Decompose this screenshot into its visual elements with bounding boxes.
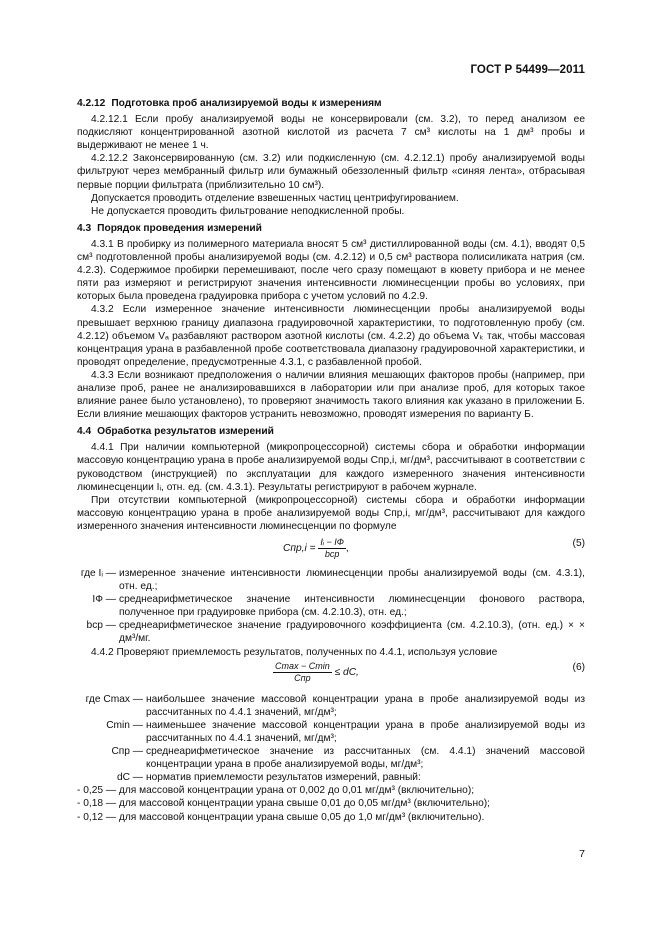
formula-6-rhs: ≤ dC, bbox=[334, 666, 359, 678]
section-heading-4-2-12 bbox=[77, 97, 585, 110]
definition-text: среднеарифметическое значение градуировочного коэффициента (см. 4.2.10.3), (отн. ед.) × × дм³/мг. bbox=[119, 620, 585, 645]
formula-5-tail: , bbox=[345, 543, 349, 555]
section-title: Обработка результатов измерений bbox=[97, 426, 274, 438]
definition-item bbox=[77, 693, 585, 719]
definition-item bbox=[77, 593, 585, 619]
formula-6-denominator: Cпр bbox=[294, 672, 311, 683]
definition-text: среднеарифметическое значение из рассчитанных (см. 4.4.1) значений массовой концентрации урана в пробе анализируемой воды, мг/дм³; bbox=[146, 746, 585, 771]
formula-5-lhs: Cпр,i = bbox=[283, 543, 316, 555]
definition-term: dC — bbox=[116, 772, 143, 784]
definition-term: bср — bbox=[86, 620, 116, 632]
paragraph-4-3-1: 4.3.1 В пробирку из полимерного материала вносят 5 см³ дистиллированной воды (см. 4.1), вводят 0,5 см³ подготовленной пробы анализируемой воды (см. 4.2.12) и 0,5 см³ раствора полисиликата натрия (см. 4.2.3). Содержимое пробирки перемешивают, после чего сразу помещают в кювету прибора и не менее пяти раз измеряют и регистрируют значения интенсивности люминесценции пробы во условиях, при которых была проведена градуировка прибора с учетом условий по 4.2.9. bbox=[77, 238, 585, 303]
formula-6 bbox=[77, 659, 585, 693]
definition-term: где Iᵢ — bbox=[80, 568, 116, 579]
list-item: - 0,18 — для массовой концентрации урана свыше 0,01 до 0,05 мг/дм³ (включительно); bbox=[77, 798, 490, 810]
section-number: 4.4 bbox=[77, 426, 92, 438]
section-number: 4.3 bbox=[77, 222, 92, 234]
formula-5-number: (5) bbox=[572, 538, 585, 549]
document-body bbox=[77, 93, 585, 824]
definition-item bbox=[77, 771, 585, 784]
paragraph-4-4-1: 4.4.1 При наличии компьютерной (микропроцессорной) системы сбора и обработки информации массовую концентрацию урана в пробе анализируемой воды Cпр,i, мг/дм³, рассчитывают в соответствии с руководством (инструкцией) по эксплуатации для каждого измеренного значения интенсивности люминесценции Iᵢ, отн. ед. (см. 4.3.1). Результаты регистрируют в рабочем журнале. bbox=[77, 442, 585, 493]
list-item: - 0,12 — для массовой концентрации урана свыше 0,05 до 1,0 мг/дм³ (включительно). bbox=[77, 811, 485, 823]
definitions-formula-5 bbox=[77, 567, 585, 646]
acceptance-norms-list bbox=[77, 784, 585, 823]
list-item: - 0,25 — для массовой концентрации урана от 0,002 до 0,01 мг/дм³ (включительно); bbox=[77, 785, 475, 797]
definition-item bbox=[77, 745, 585, 771]
section-title: Подготовка проб анализируемой воды к измерениям bbox=[111, 98, 382, 109]
paragraph-no-filter: Не допускается проводить фильтрование неподкисленной пробы. bbox=[91, 205, 405, 217]
definition-term: Cпр — bbox=[111, 746, 143, 758]
definition-text: наименьшее значение массовой концентрации урана в пробе анализируемой воды из рассчитанных по 4.4.1 значений, мг/дм³; bbox=[146, 719, 585, 744]
definition-text: измеренное значение интенсивности люминесценции пробы анализируемой воды (см. 4.3.1), отн. ед.; bbox=[119, 568, 585, 593]
formula-5-numerator: Iᵢ − IФ bbox=[320, 537, 344, 547]
formula-5 bbox=[77, 533, 585, 567]
paragraph-4-2-12-2: 4.2.12.2 Законсервированную (см. 3.2) или подкисленную (см. 4.2.12.1) пробу анализируемой воды фильтруют через мембранный фильтр или бумажный обеззоленный фильтр «синяя лента», отбрасывая первые порции фильтрата (приблизительно 10 см³). bbox=[77, 153, 585, 191]
paragraph-4-3-2: 4.3.2 Если измеренное значение интенсивности люминесценции пробы анализируемой воды превышает верхнюю границу диапазона градуировочной характеристики, то подготовленную пробу (см. 4.2.12) объемом Vₐ разбавляют раствором азотной кислоты (см. 4.2.2) до объема Vₖ так, чтобы массовая концентрация урана в разбавленной пробе соответствовала диапазону градуировочной характеристики, и проводят определение, предусмотренные 4.3.1, с разбавленной пробой. bbox=[77, 304, 585, 368]
page-number: 7 bbox=[579, 848, 585, 860]
formula-6-numerator: Cmax − Cmin bbox=[275, 660, 330, 671]
section-heading-4-3 bbox=[77, 222, 585, 235]
definition-term: Cmin — bbox=[106, 719, 143, 731]
definition-term: где Cmax — bbox=[85, 693, 143, 705]
formula-5-fraction bbox=[318, 537, 346, 560]
section-title: Порядок проведения измерений bbox=[97, 222, 262, 234]
definition-text: наибольшее значение массовой концентрации урана в пробе анализируемой воды из рассчитанных по 4.4.1 значений, мг/дм³; bbox=[146, 693, 585, 718]
paragraph-4-2-12-1: 4.2.12.1 Если пробу анализируемой воды не консервировали (см. 3.2), то перед анализом ее подкисляют концентрированной азотной кислотой из расчета 7 см³ кислоты на 1 дм³ пробы и выдерживают не менее 1 ч. bbox=[77, 114, 585, 152]
section-number: 4.2.12 bbox=[77, 98, 106, 109]
paragraph-4-3-3: 4.3.3 Если возникают предположения о наличии влияния мешающих факторов пробы (например, при анализе проб, ранее не анализировавшихся в лаборатории или при анализе проб, для которых такое влияние ранее было установлено), то проверяют значимость такого влияния как указано в приложении Б. Если влияние мешающих факторов устранить невозможно, проводят измерения по варианту Б. bbox=[77, 369, 585, 421]
paragraph-no-computer: При отсутствии компьютерной (микропроцессорной) системы сбора и обработки информации массовую концентрацию урана в пробе анализируемой воды Cпр,i, мг/дм³, рассчитывают для каждого измеренного значения интенсивности люминесценции по формуле bbox=[77, 494, 585, 532]
definition-term: IФ — bbox=[92, 594, 116, 606]
document-header: ГОСТ Р 54499—2011 bbox=[470, 64, 585, 76]
formula-6-fraction bbox=[273, 661, 332, 684]
paragraph-4-4-2: 4.4.2 Проверяют приемлемость результатов, полученных по 4.4.1, используя условие bbox=[91, 646, 498, 658]
definition-text: среднеарифметическое значение интенсивности люминесценции фонового раствора, полученное при градуировке прибора (см. 4.2.10.3), отн. ед.; bbox=[119, 594, 585, 619]
paragraph-centrifuge: Допускается проводить отделение взвешенных частиц центрифугированием. bbox=[91, 192, 459, 204]
formula-5-denominator: bср bbox=[324, 549, 340, 559]
definition-item bbox=[77, 619, 585, 645]
definition-text: норматив приемлемости результатов измерений, равный: bbox=[146, 772, 421, 784]
definition-item bbox=[77, 719, 585, 745]
section-heading-4-4 bbox=[77, 425, 585, 438]
definition-item bbox=[77, 567, 585, 593]
formula-6-number: (6) bbox=[572, 661, 585, 673]
definitions-formula-6 bbox=[77, 693, 585, 785]
